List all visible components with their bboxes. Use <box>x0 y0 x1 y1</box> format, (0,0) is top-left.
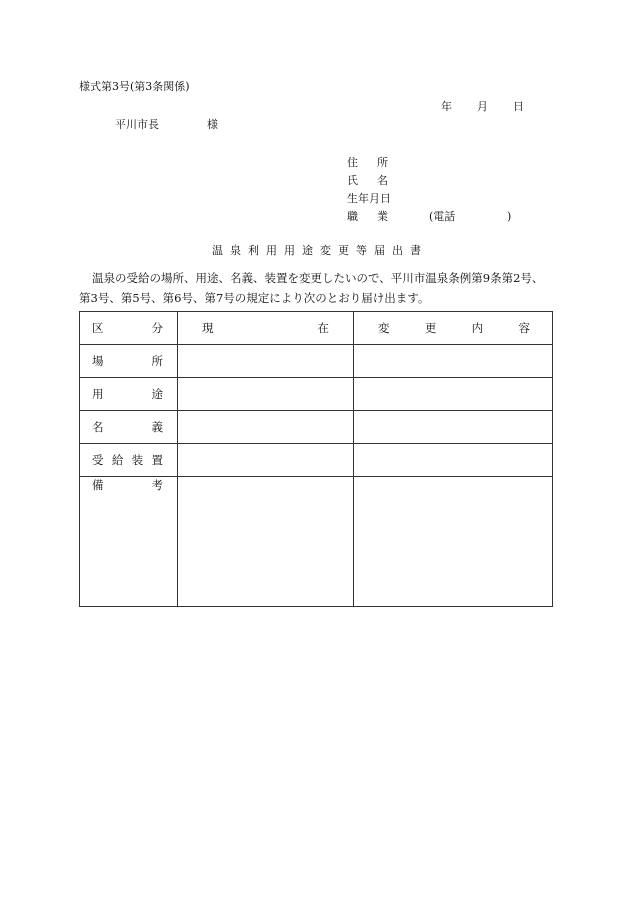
table-header-row <box>80 312 553 345</box>
row-label-holder: 名 義 <box>80 411 178 444</box>
phone-open-label: (電話 <box>429 210 456 223</box>
form-table <box>79 311 553 607</box>
row-current-holder[interactable] <box>178 411 354 444</box>
row-label-usage: 用 途 <box>80 378 178 411</box>
addressee-name: 平川市長 <box>115 118 159 131</box>
row-current-location[interactable] <box>178 345 354 378</box>
table-row <box>80 477 553 607</box>
header-category-cell: 区 分 <box>80 312 178 345</box>
header-current-cell: 現 在 <box>178 312 354 345</box>
date-day-label: 日 <box>513 100 524 113</box>
row-change-remarks[interactable] <box>354 477 553 607</box>
occupation-label: 職業 <box>347 210 388 223</box>
table-row <box>80 345 553 378</box>
address-label: 住所 <box>347 156 388 169</box>
body-text: 温泉の受給の場所、用途、名義、装置を変更したいので、平川市温泉条例第9条第2号、第3号、第5号、第6号、第7号の規定により次のとおり届け出ます。 <box>79 271 544 305</box>
address-row <box>347 154 511 172</box>
row-current-remarks[interactable] <box>178 477 354 607</box>
row-change-location[interactable] <box>354 345 553 378</box>
date-month-label: 月 <box>477 100 488 113</box>
applicant-block <box>347 154 511 226</box>
name-label: 氏名 <box>347 174 388 187</box>
table-row <box>80 444 553 477</box>
birthdate-label: 生年月日 <box>347 192 391 205</box>
form-number: 様式第3号(第3条関係) <box>79 80 190 93</box>
phone-close-label: ) <box>507 210 512 223</box>
row-current-equipment[interactable] <box>178 444 354 477</box>
row-change-holder[interactable] <box>354 411 553 444</box>
addressee-honorific: 様 <box>207 118 218 131</box>
row-change-usage[interactable] <box>354 378 553 411</box>
table-row <box>80 378 553 411</box>
birthdate-row <box>347 190 511 208</box>
row-label-location: 場 所 <box>80 345 178 378</box>
row-label-equipment: 受 給 装 置 <box>80 444 178 477</box>
header-change-cell: 変 更 内 容 <box>354 312 553 345</box>
date-year-label: 年 <box>441 100 452 113</box>
date-line <box>441 100 524 114</box>
addressee <box>115 118 218 132</box>
document-title: 温泉利用用途変更等届出書 <box>212 244 428 257</box>
row-label-remarks: 備 考 <box>80 477 178 607</box>
row-change-equipment[interactable] <box>354 444 553 477</box>
row-current-usage[interactable] <box>178 378 354 411</box>
name-row <box>347 172 511 190</box>
occupation-row <box>347 208 511 226</box>
table-row <box>80 411 553 444</box>
